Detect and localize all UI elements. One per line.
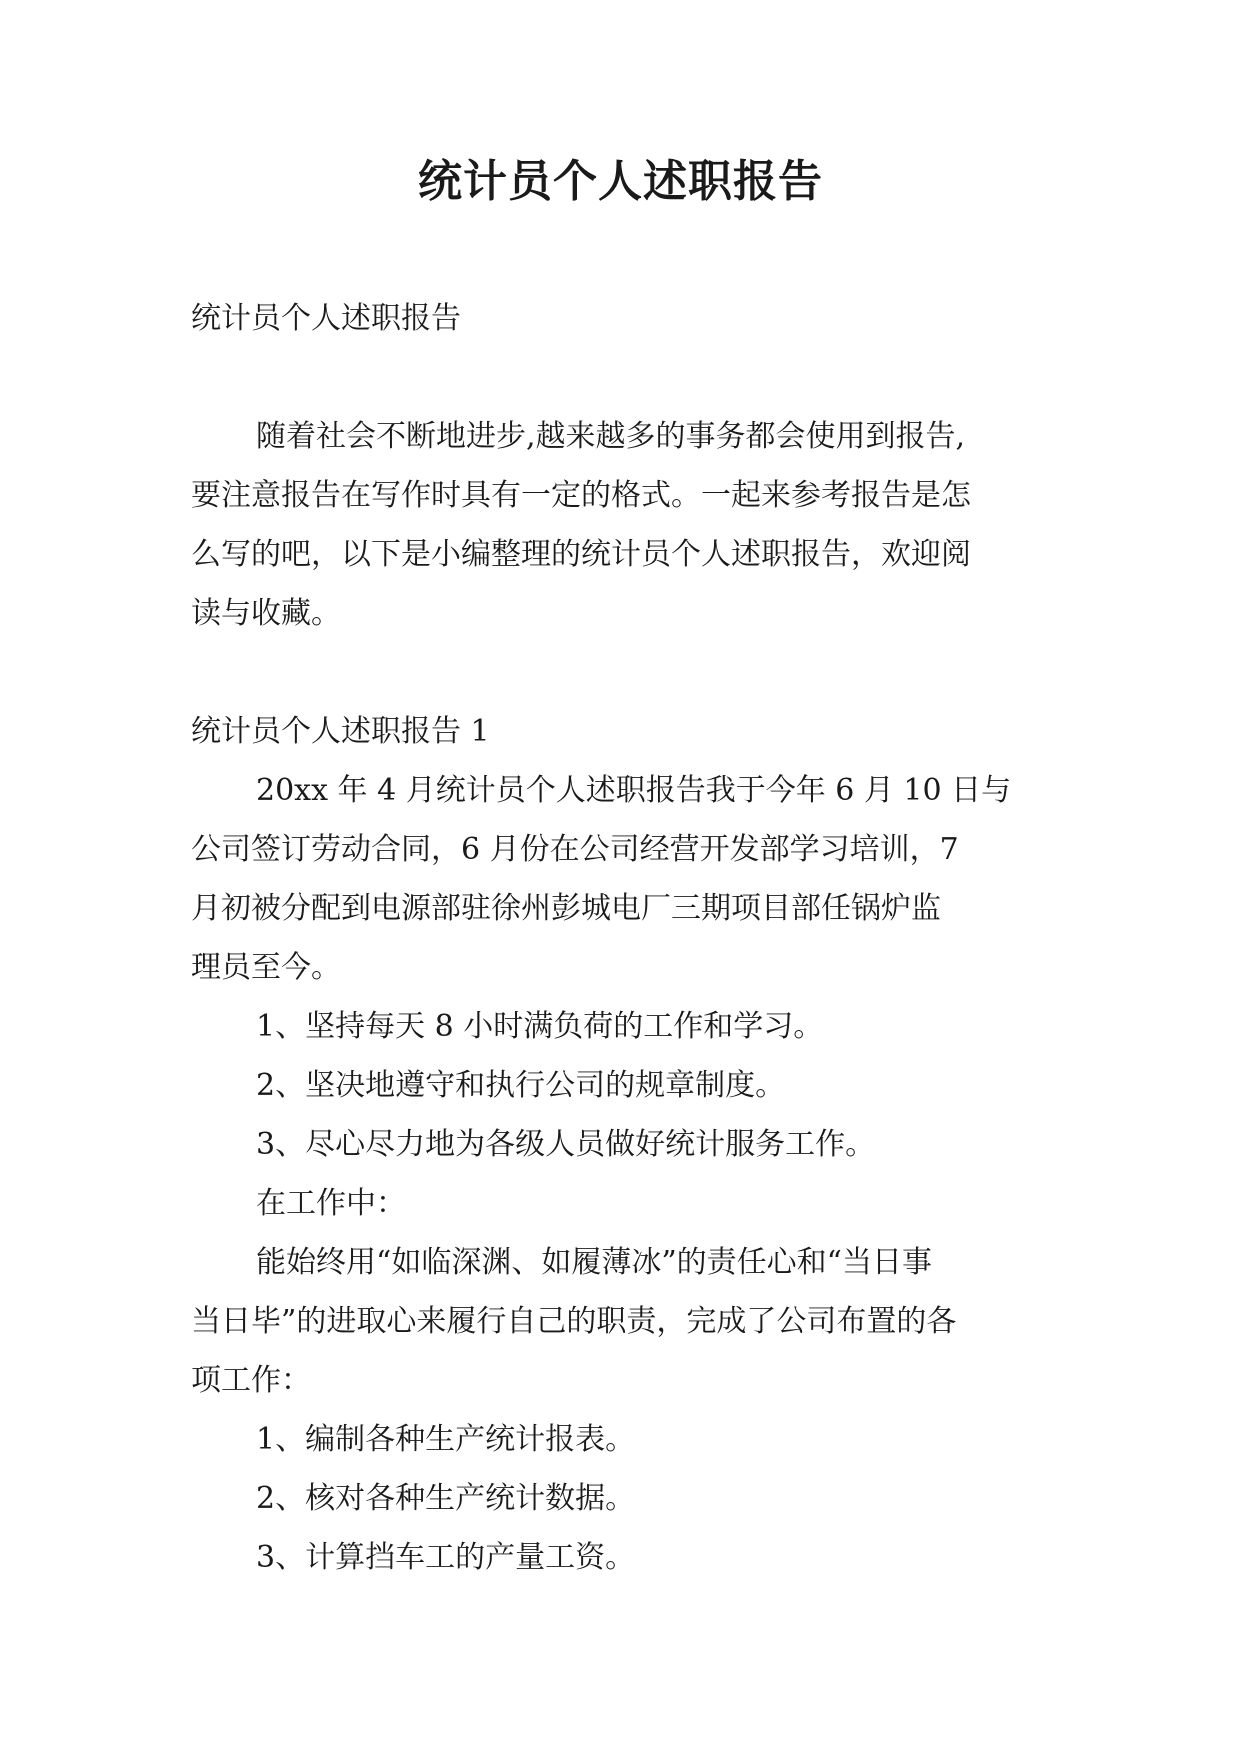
list2-item-2: 2、核对各种生产统计数据。: [256, 1481, 636, 1516]
section1-line-1: 20xx 年 4 月统计员个人述职报告我于今年 6 月 10 日与: [256, 773, 1012, 808]
intro-line-4: 读与收藏。: [191, 596, 341, 631]
at-work-label: 在工作中：: [256, 1186, 406, 1221]
intro-line-1: 随着社会不断地进步,越来越多的事务都会使用到报告,: [256, 419, 966, 454]
document-title: 统计员个人述职报告: [418, 156, 823, 207]
work-line-1: 能始终用“如临深渊、如履薄冰”的责任心和“当日事: [256, 1245, 933, 1280]
work-line-3: 项工作：: [191, 1363, 311, 1398]
intro-line-3: 么写的吧，以下是小编整理的统计员个人述职报告，欢迎阅: [191, 537, 971, 572]
intro-line-2: 要注意报告在写作时具有一定的格式。一起来参考报告是怎: [191, 478, 971, 513]
spacer: [191, 348, 1052, 407]
subtitle: 统计员个人述职报告: [191, 301, 461, 336]
list1-item-1: 1、坚持每天 8 小时满负荷的工作和学习。: [256, 1009, 824, 1044]
list2-item-3: 3、计算挡车工的产量工资。: [256, 1540, 636, 1575]
list2-item-1: 1、编制各种生产统计报表。: [256, 1422, 636, 1457]
spacer: [191, 643, 1052, 702]
work-line-2: 当日毕”的进取心来履行自己的职责，完成了公司布置的各: [191, 1304, 957, 1339]
section1-line-4: 理员至今。: [191, 950, 341, 985]
section1-line-3: 月初被分配到电源部驻徐州彭城电厂三期项目部任锅炉监: [191, 891, 941, 926]
document-body: [191, 289, 1052, 1587]
list1-item-2: 2、坚决地遵守和执行公司的规章制度。: [256, 1068, 786, 1103]
section1-heading: 统计员个人述职报告 1: [191, 714, 490, 749]
section1-line-2: 公司签订劳动合同，6 月份在公司经营开发部学习培训，7: [191, 832, 959, 867]
list1-item-3: 3、尽心尽力地为各级人员做好统计服务工作。: [256, 1127, 876, 1162]
